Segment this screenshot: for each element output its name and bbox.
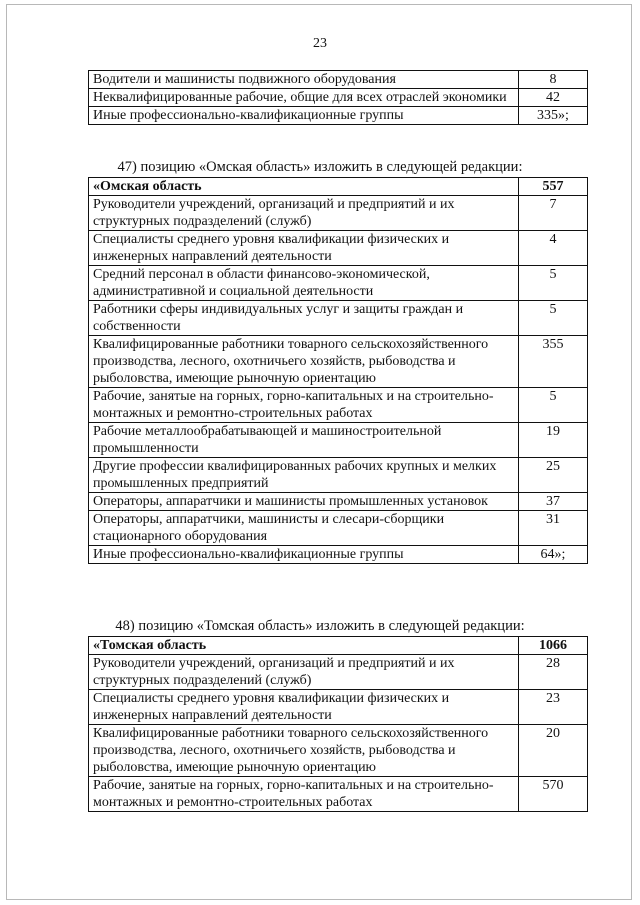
table-row bbox=[89, 266, 588, 301]
table-omsk bbox=[88, 177, 588, 564]
table-row bbox=[89, 511, 588, 546]
table-row bbox=[89, 388, 588, 423]
table-row bbox=[89, 301, 588, 336]
row-name: Другие профессии квалифицированных рабочих крупных и мелких промышленных предприятий bbox=[89, 458, 519, 493]
row-value: 42 bbox=[519, 89, 588, 107]
row-name: Операторы, аппаратчики и машинисты промышленных установок bbox=[89, 493, 519, 511]
section-47-intro: 47) позицию «Омская область» изложить в следующей редакции: bbox=[117, 159, 523, 175]
row-name: Руководители учреждений, организаций и предприятий и их структурных подразделений (служб) bbox=[89, 196, 519, 231]
region-total: 557 bbox=[519, 178, 588, 196]
row-name: Квалифицированные работники товарного сельскохозяйственного производства, лесного, охотничьего хозяйств, рыбоводства и рыболовства, имеющие рыночную ориентацию bbox=[89, 725, 519, 777]
row-value: 31 bbox=[519, 511, 588, 546]
table-row bbox=[89, 493, 588, 511]
row-value: 570 bbox=[519, 777, 588, 812]
row-value: 37 bbox=[519, 493, 588, 511]
row-name: Водители и машинисты подвижного оборудования bbox=[89, 71, 519, 89]
row-value: 25 bbox=[519, 458, 588, 493]
table-row bbox=[89, 336, 588, 388]
row-value: 355 bbox=[519, 336, 588, 388]
table-continuation bbox=[88, 70, 588, 125]
table-row bbox=[89, 71, 588, 89]
page-number: 23 bbox=[313, 36, 327, 51]
row-value: 20 bbox=[519, 725, 588, 777]
table-row bbox=[89, 231, 588, 266]
row-value: 5 bbox=[519, 388, 588, 423]
table-header-row bbox=[89, 178, 588, 196]
row-value: 23 bbox=[519, 690, 588, 725]
row-value: 4 bbox=[519, 231, 588, 266]
row-name: Неквалифицированные рабочие, общие для всех отраслей экономики bbox=[89, 89, 519, 107]
row-value: 64»; bbox=[519, 546, 588, 564]
row-name: Руководители учреждений, организаций и предприятий и их структурных подразделений (служб) bbox=[89, 655, 519, 690]
row-value: 5 bbox=[519, 266, 588, 301]
row-name: Работники сферы индивидуальных услуг и защиты граждан и собственности bbox=[89, 301, 519, 336]
region-name: «Омская область bbox=[89, 178, 519, 196]
table-row bbox=[89, 546, 588, 564]
row-name: Операторы, аппаратчики, машинисты и слесари-сборщики стационарного оборудования bbox=[89, 511, 519, 546]
table-row bbox=[89, 458, 588, 493]
row-name: Специалисты среднего уровня квалификации физических и инженерных направлений деятельности bbox=[89, 231, 519, 266]
row-value: 7 bbox=[519, 196, 588, 231]
row-name: Рабочие, занятые на горных, горно-капитальных и на строительно-монтажных и ремонтно-строительных работах bbox=[89, 388, 519, 423]
row-name: Специалисты среднего уровня квалификации физических и инженерных направлений деятельности bbox=[89, 690, 519, 725]
table-row bbox=[89, 107, 588, 125]
table-row bbox=[89, 725, 588, 777]
row-value: 335»; bbox=[519, 107, 588, 125]
region-name: «Томская область bbox=[89, 637, 519, 655]
row-name: Иные профессионально-квалификационные группы bbox=[89, 107, 519, 125]
region-total: 1066 bbox=[519, 637, 588, 655]
row-name: Иные профессионально-квалификационные группы bbox=[89, 546, 519, 564]
section-48-intro: 48) позицию «Томская область» изложить в следующей редакции: bbox=[115, 618, 525, 634]
row-name: Средний персонал в области финансово-экономической, административной и социальной деятельности bbox=[89, 266, 519, 301]
row-value: 5 bbox=[519, 301, 588, 336]
table-row bbox=[89, 777, 588, 812]
table-row bbox=[89, 89, 588, 107]
row-name: Рабочие металлообрабатывающей и машиностроительной промышленности bbox=[89, 423, 519, 458]
row-value: 8 bbox=[519, 71, 588, 89]
table-row bbox=[89, 423, 588, 458]
row-value: 19 bbox=[519, 423, 588, 458]
row-value: 28 bbox=[519, 655, 588, 690]
table-header-row bbox=[89, 637, 588, 655]
table-row bbox=[89, 655, 588, 690]
table-row bbox=[89, 690, 588, 725]
row-name: Квалифицированные работники товарного сельскохозяйственного производства, лесного, охотничьего хозяйств, рыбоводства и рыболовства, имеющие рыночную ориентацию bbox=[89, 336, 519, 388]
table-tomsk bbox=[88, 636, 588, 812]
row-name: Рабочие, занятые на горных, горно-капитальных и на строительно-монтажных и ремонтно-строительных работах bbox=[89, 777, 519, 812]
table-row bbox=[89, 196, 588, 231]
